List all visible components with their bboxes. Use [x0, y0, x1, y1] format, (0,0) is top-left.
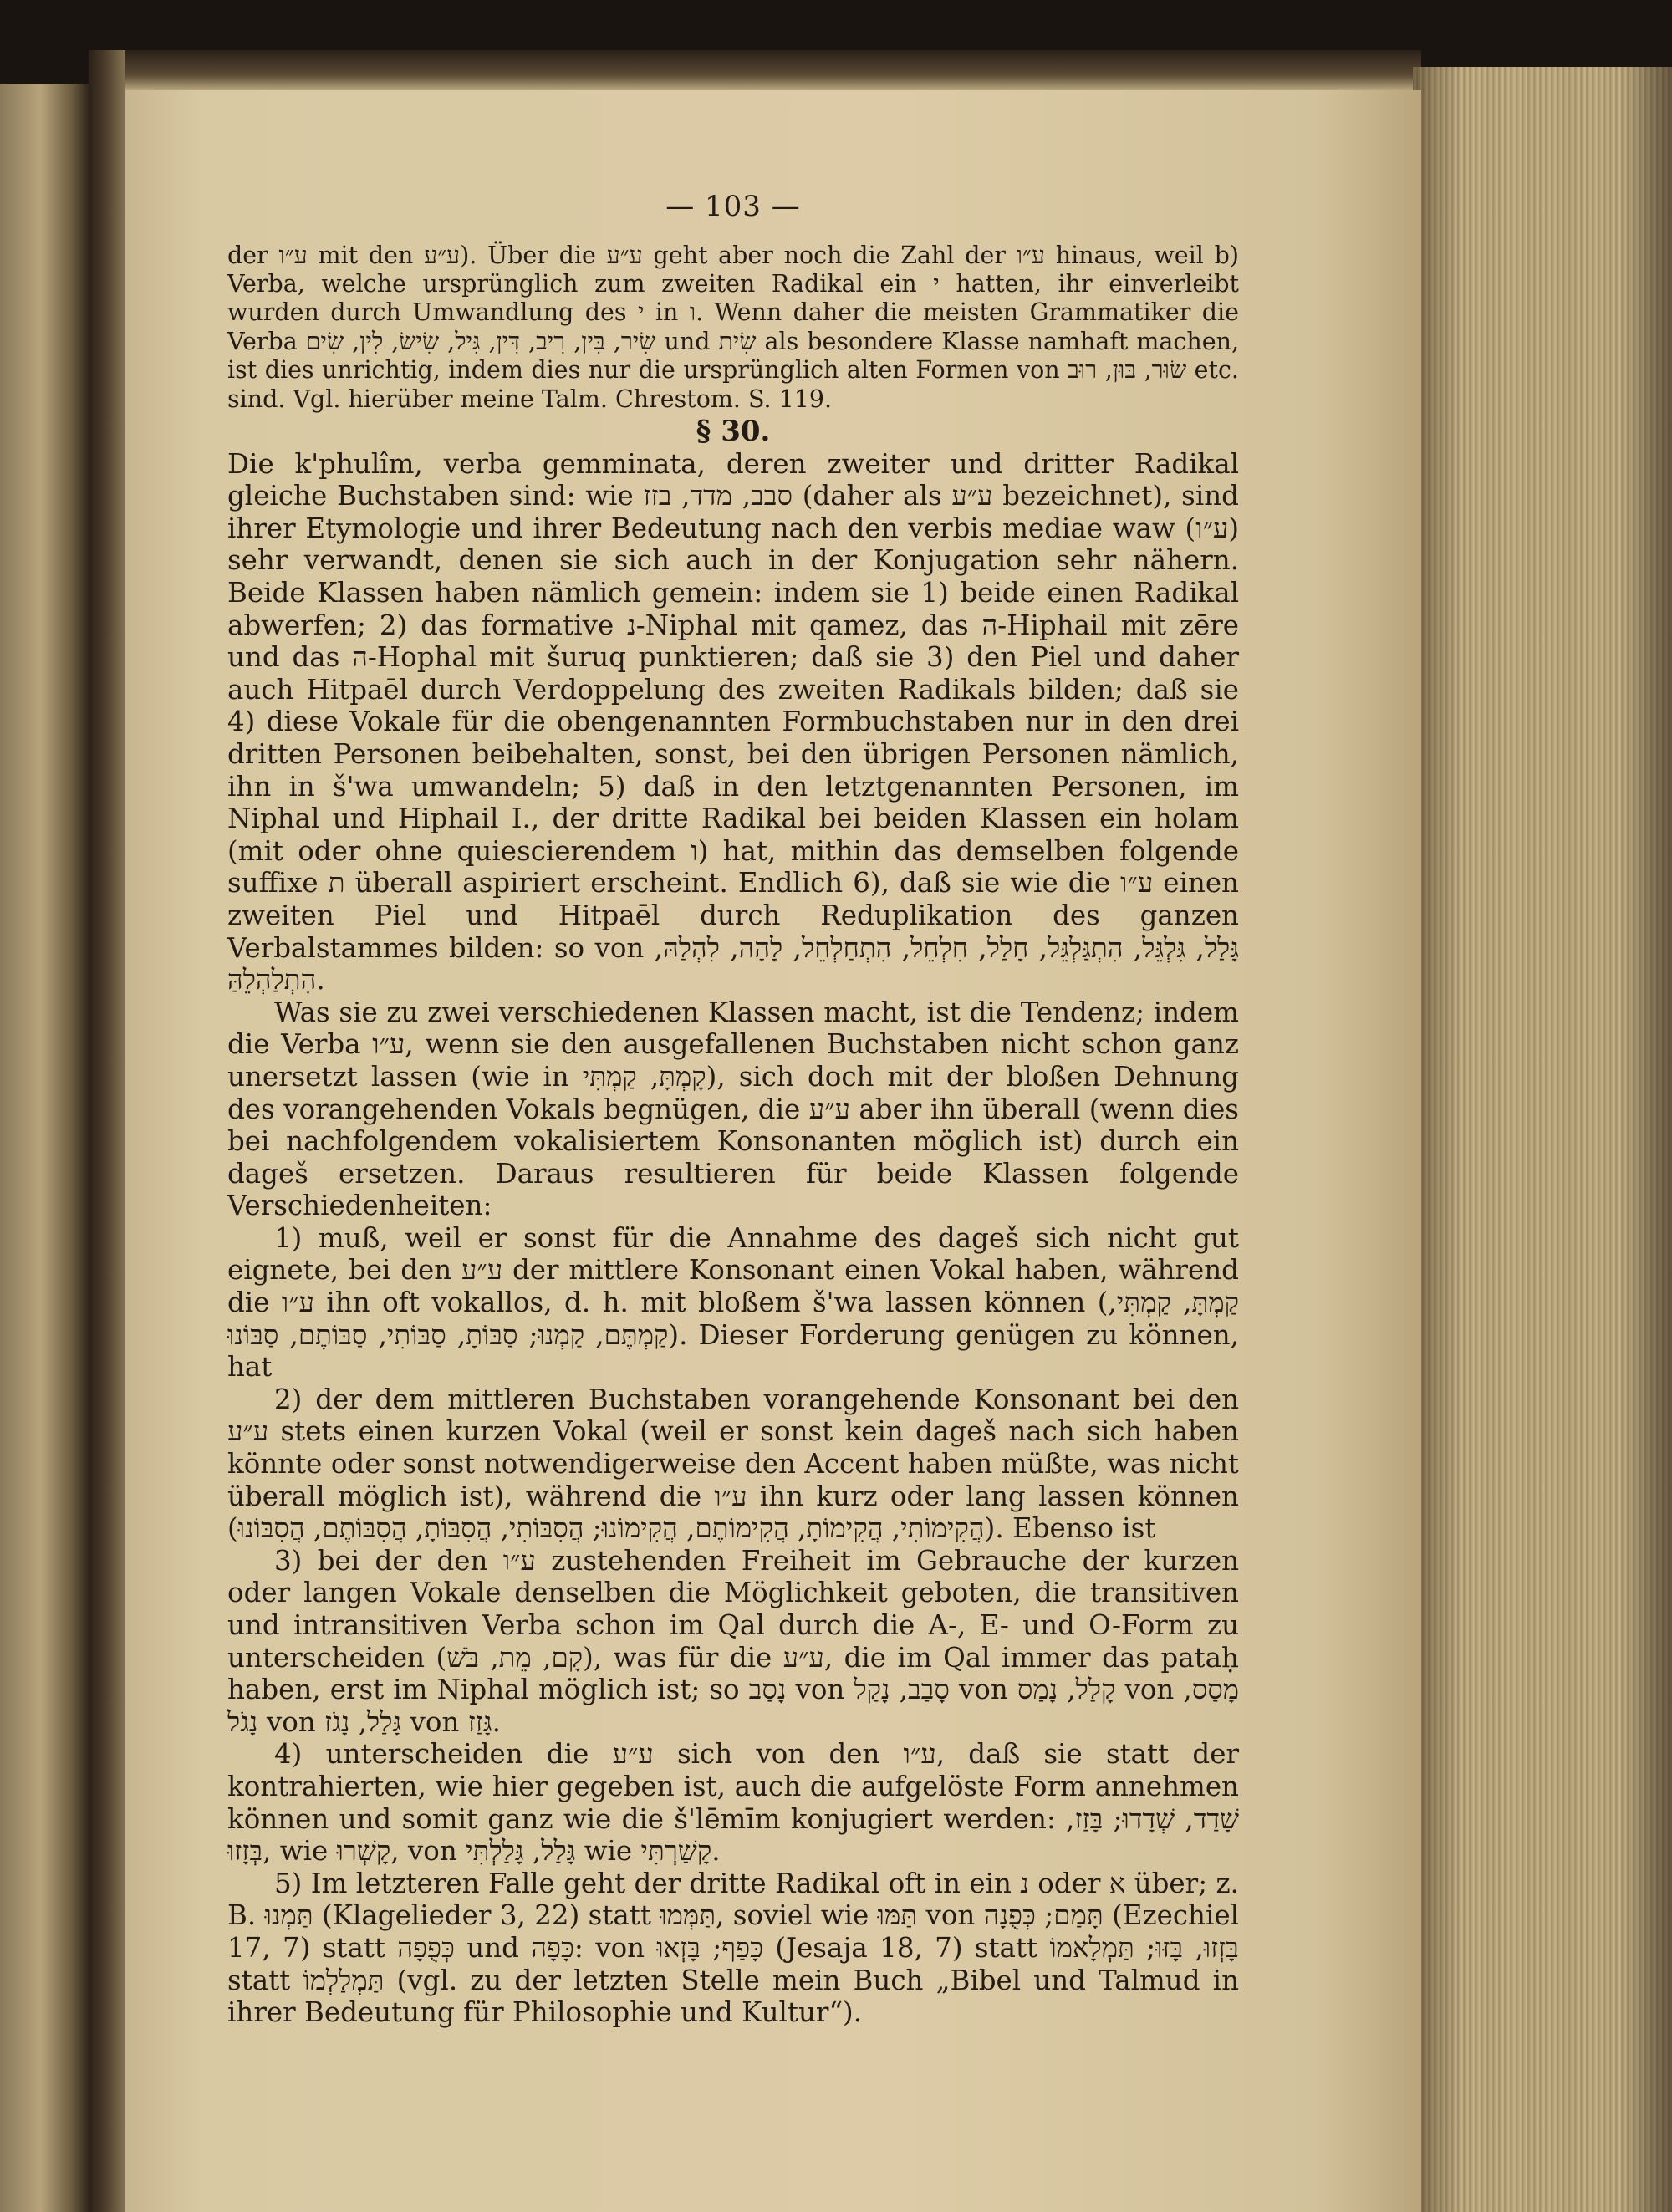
section-heading: § 30.: [696, 415, 771, 449]
page-text: [227, 191, 1239, 2029]
left-page-edge: [0, 84, 90, 2212]
paragraph-point-5: 5) Im letzteren Falle geht der dritte Radikal oft in ein נ oder א über; z. B. תַּמְנוּ (Klagelieder 3, 22) statt תַּמְּמוּ, soviel wie תַּמּוּ von תָּמַם; כְּפֻנָה (Ezechiel 17, 7) statt כְּפֻפָה und כָּפָה: von כָּפַף; בָּזְאוּ (Jesaja 18, 7) statt בָּזְזוּ, בָּזּוּ; תַּמְלָאמוֹ statt תַּמְלַלְמוֹ (vgl. zu der letzten Stelle mein Buch „Bibel und Talmud in ihrer Bedeutung für Philosophie und Kultur“).: [227, 1867, 1240, 2029]
paragraph-point-2: 2) der dem mittleren Buchstaben vorangehende Konsonant bei den ע״ע stets einen kurzen Vokal (weil er sonst kein dageš nach sich haben könnte oder sonst notwendigerweise den Accent haben müßte, was nicht überall möglich ist), während die ע״ו ihn kurz oder lang lassen können (הֲקִימוֹתִי, הֲקִימוֹתָ, הֲקִימוֹתֶם, הֲקִימוֹנוּ; הֲסִבּוֹתִי, הֲסִבּוֹתָ, הֲסִבּוֹתֶם, הֲסִבּוֹנוּ). Ebenso ist: [227, 1383, 1239, 1545]
right-page-stack-shade: [1413, 67, 1672, 2212]
paragraph-point-1: 1) muß, weil er sonst für die Annahme des dageš sich nicht gut eignete, bei den ע״ע der mittlere Konsonant einen Vokal haben, während die ע״ו ihn oft vokallos, d. h. mit bloßem š'wa lassen können (קַמְתָּ, קַמְתִּי, קַמְתֶּם, קַמְנוּ; סַבּוֹתָ, סַבּוֹתִי, סַבּוֹתֶם, סַבּוֹנוּ). Dieser Forderung genügen zu können, hat: [227, 1221, 1239, 1384]
top-book-edge: [125, 50, 1421, 92]
paragraph-intro: Die k'phulîm, verba gemminata, deren zweiter und dritter Radikal gleiche Buchstaben sind: wie סבב, מדד, בזז (daher als ע״ע bezeichnet), sind ihrer Etymologie und ihrer Bedeutung nach den verbis mediae waw (ע״ו) sehr verwandt, denen sie sich auch in der Konjugation sehr nähern. Beide Klassen haben nämlich gemein: indem sie 1) beide einen Radikal abwerfen; 2) das formative נ-Niphal mit qamez, das ה-Hiphail mit zēre und das ה-Hophal mit šuruq punktieren; daß sie 3) den Piel und daher auch Hitpaēl durch Verdoppelung des zweiten Radikals bilden; daß sie 4) diese Vokale für die obengenannten Formbuchstaben nur in den drei dritten Personen beibehalten, sonst, bei den übrigen Personen nämlich, ihn in š'wa umwandeln; 5) daß in den letztgenannten Personen, im Niphal und Hiphail I., der dritte Radikal bei beiden Klassen ein holam (mit oder ohne quiescierendem ו) hat, mithin das demselben folgende suffixe ת überall aspiriert erscheint. Endlich 6), daß sie wie die ע״ו einen zweiten Piel und Hitpaēl durch Reduplikation des ganzen Verbalstammes bilden: so von גָּלַל, גִּלְגֵּל, הִתְגַּלְגֵּל, חָלַל, חִלְחֵל, הִתְחַלְחֵל, לָהָה, לִהְלַהּ, הִתְלַהְלֵהַּ.: [227, 447, 1239, 996]
paragraph-point-4: 4) unterscheiden die ע״ע sich von den ע״ו, daß sie statt der kontrahierten, wie hier gegeben ist, auch die aufgelöste Form annehmen können und somit ganz wie die š'lēmīm konjugiert werden: שָׁדַד, שְׁדָדוּ; בָּזַז, בְּזָזוּ, wie קָשְׁרוּ, von גָּלַל, גָּלַלְתִּי wie קָשַׁרְתִּי.: [227, 1738, 1239, 1868]
page-number: — 103 —: [665, 190, 801, 223]
book-gutter: [89, 50, 129, 2212]
paragraph-tendency: Was sie zu zwei verschiedenen Klassen macht, ist die Tendenz; indem die Verba ע״ו, wenn sie den ausgefallenen Buchstaben nicht schon ganz unersetzt lassen (wie in קָמְתָּ, קַמְתִּי), sich doch mit der bloßen Dehnung des vorangehenden Vokals begnügen, die ע״ע aber ihn überall (wenn dies bei nachfolgendem vokalisiertem Konsonanten möglich ist) durch ein dageš ersetzen. Daraus resultieren für beide Klassen folgende Verschiedenheiten:: [227, 996, 1240, 1222]
paragraph-point-3: 3) bei der den ע״ו zustehenden Freiheit im Gebrauche der kurzen oder langen Vokale denselben die Möglichkeit geboten, die transitiven und intransitiven Verba schon im Qal durch die A-, E- und O-Form zu unterscheiden (קָם, מֵת, בֹּשׁ), was für die ע״ע, die im Qal immer das pataḥ haben, erst im Niphal möglich ist; so נָסַב von סָבַב, נָקַל von קָלַל, נָמַס von מָסַס, נָגֹל von גָּלַל, נָגֹז von גָּזַז.: [227, 1544, 1239, 1738]
continuation-paragraph: der ע״ו mit den ע״ע). Über die ע״ע geht aber noch die Zahl der ע״ו hinaus, weil b) Verba, welche ursprünglich zum zweiten Radikal ein י hatten, ihr einverleibt wurden durch Umwandlung des י in ו. Wenn daher die meisten Grammatiker die Verba שִׂיר, בִּין, רִיב, דִּין, גִּיל, שִׂישׂ, לִין, שִׂים und שִׂית als besondere Klasse namhaft machen, ist dies unrichtig, indem dies nur die ursprünglich alten Formen von שׂוּר, בּוּן, רוּב etc. sind. Vgl. hierüber meine Talm. Chrestom. S. 119.: [227, 241, 1239, 413]
